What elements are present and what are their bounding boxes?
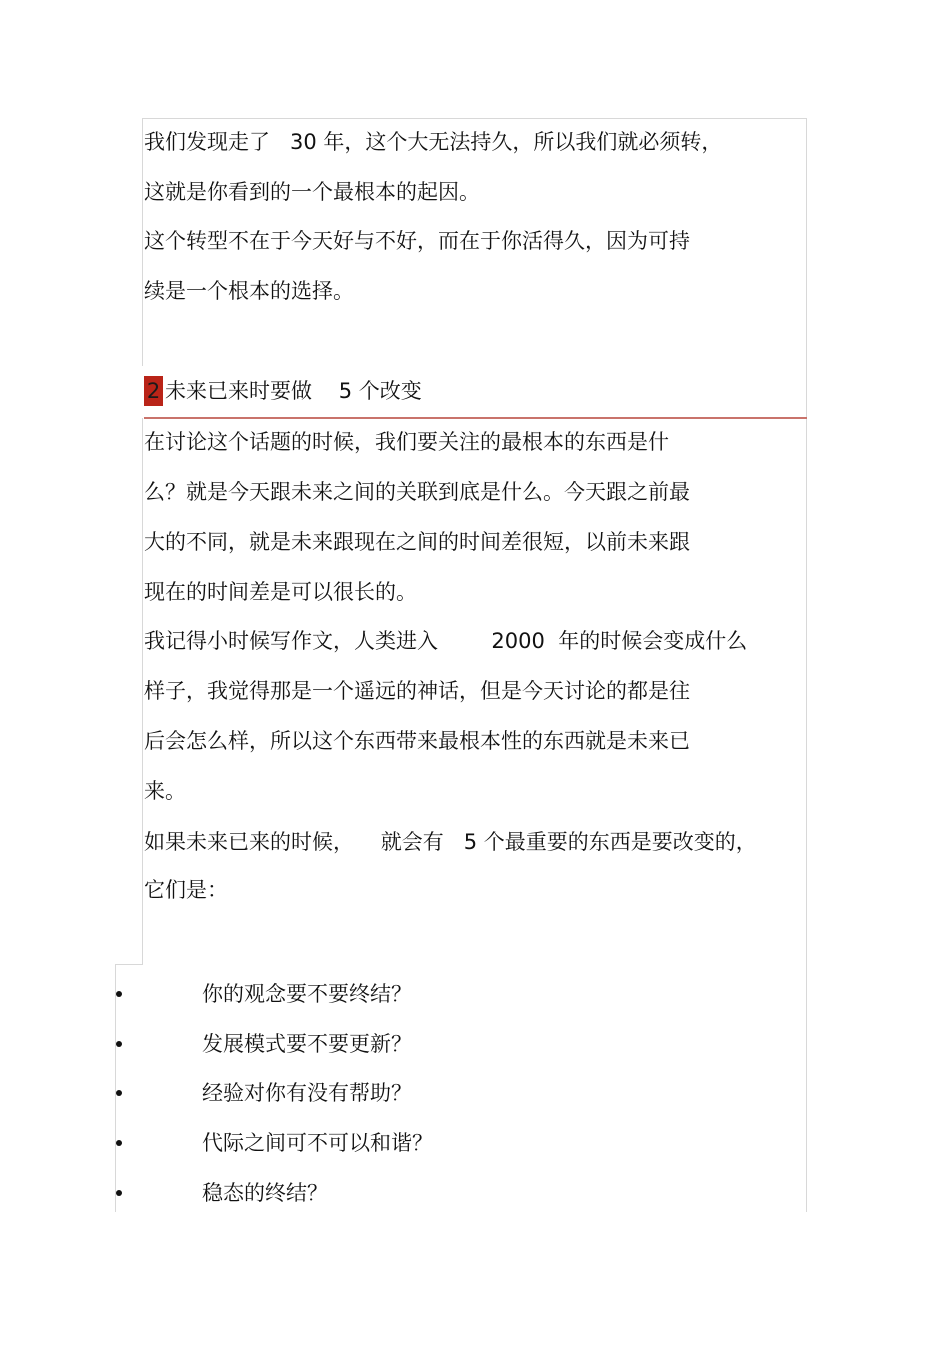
body-line: 它们是： [144, 878, 228, 902]
bullet-dot-icon [116, 1140, 122, 1146]
list-item-text: 稳态的终结？ [202, 1181, 328, 1205]
frame-line-top [142, 118, 807, 119]
section-divider [144, 417, 807, 419]
section-number-badge: 2 [144, 376, 163, 406]
intro-line: 这个转型不在于今天好与不好，而在于你活得久，因为可持 [144, 229, 690, 253]
intro-line: 我们发现走了 30 年，这个大无法持久，所以我们就必须转， [144, 130, 723, 154]
bullet-dot-icon [116, 1090, 122, 1096]
intro-line: 这就是你看到的一个最根本的起因。 [144, 180, 480, 204]
body-line: 现在的时间差是可以很长的。 [144, 580, 417, 604]
frame-line-left-middle [142, 418, 143, 964]
body-line: 我记得小时候写作文，人类进入 2000 年的时候会变成什么 [144, 629, 748, 653]
frame-line-left-upper [142, 118, 143, 366]
bullet-dot-icon [116, 1041, 122, 1047]
bullet-dot-icon [116, 1190, 122, 1196]
section-heading [144, 376, 422, 406]
body-line: 后会怎么样，所以这个东西带来最根本性的东西就是未来已 [144, 729, 690, 753]
list-item-text: 经验对你有没有帮助？ [202, 1081, 412, 1105]
body-line: 如果未来已来的时候， 就会有 5 个最重要的东西是要改变的， [144, 830, 757, 854]
frame-line-left-lower [115, 964, 116, 1212]
list-item-text: 代际之间可不可以和谐？ [202, 1131, 433, 1155]
body-line: 么？就是今天跟未来之间的关联到底是什么。今天跟之前最 [144, 480, 690, 504]
body-line: 样子，我觉得那是一个遥远的神话，但是今天讨论的都是往 [144, 679, 690, 703]
intro-line: 续是一个根本的选择。 [144, 279, 354, 303]
list-item-text: 你的观念要不要终结？ [202, 982, 412, 1006]
section-title: 未来已来时要做 5 个改变 [165, 379, 422, 403]
body-line: 大的不同，就是未来跟现在之间的时间差很短，以前未来跟 [144, 530, 690, 554]
body-line: 来。 [144, 779, 186, 803]
frame-line-step [115, 964, 143, 965]
bullet-dot-icon [116, 991, 122, 997]
frame-line-right [806, 118, 807, 1212]
list-item-text: 发展模式要不要更新？ [202, 1032, 412, 1056]
body-line: 在讨论这个话题的时候，我们要关注的最根本的东西是什 [144, 430, 669, 454]
